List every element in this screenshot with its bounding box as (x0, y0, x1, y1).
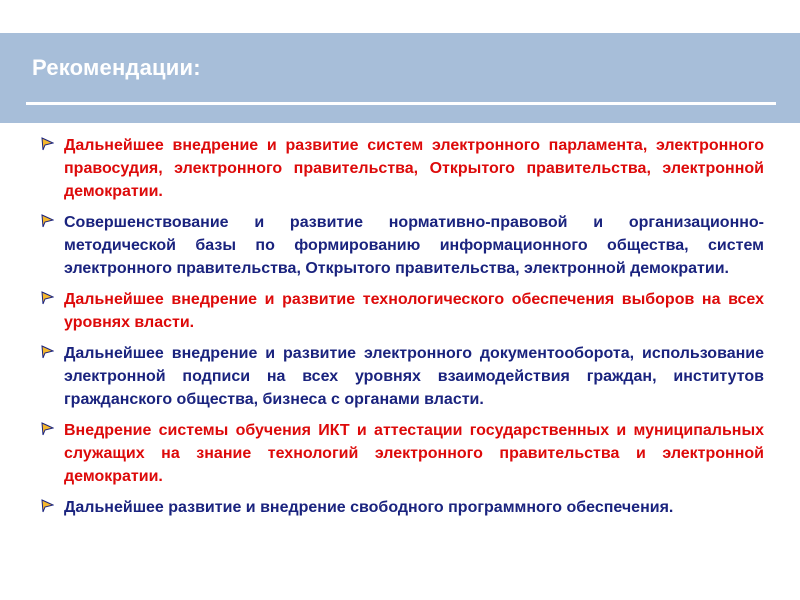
recommendation-text: Дальнейшее внедрение и развитие технологического обеспечения выборов на всех уровнях власти. (64, 291, 764, 331)
recommendation-item (40, 134, 764, 203)
recommendations-list (40, 134, 764, 527)
recommendation-item (40, 419, 764, 488)
recommendation-text: Дальнейшее внедрение и развитие систем электронного парламента, электронного правосудия, электронного правительства, Открытого правительства, электронной демократии. (64, 137, 764, 200)
slide-title: Рекомендации: (32, 55, 201, 80)
recommendation-text: Дальнейшее внедрение и развитие электронного документооборота, использование электронной подписи на всех уровнях взаимодействия граждан, институтов гражданского общества, бизнеса с органами власти. (64, 345, 764, 408)
arrow-bullet-icon (40, 345, 54, 359)
recommendation-text: Дальнейшее развитие и внедрение свободного программного обеспечения. (64, 499, 674, 516)
recommendation-text: Внедрение системы обучения ИКТ и аттестации государственных и муниципальных служащих на знание технологий электронного правительства и электронной демократии. (64, 422, 764, 485)
arrow-bullet-icon (40, 214, 54, 228)
header-divider (26, 102, 776, 105)
recommendation-item (40, 342, 764, 411)
recommendation-text: Совершенствование и развитие нормативно-правовой и организационно-методической базы по формированию информационного общества, систем электронного правительства, Открытого правительства, электронной демократии. (64, 214, 764, 277)
recommendation-item (40, 288, 764, 334)
arrow-bullet-icon (40, 499, 54, 513)
recommendation-item (40, 496, 764, 519)
arrow-bullet-icon (40, 137, 54, 151)
arrow-bullet-icon (40, 291, 54, 305)
arrow-bullet-icon (40, 422, 54, 436)
recommendation-item (40, 211, 764, 280)
